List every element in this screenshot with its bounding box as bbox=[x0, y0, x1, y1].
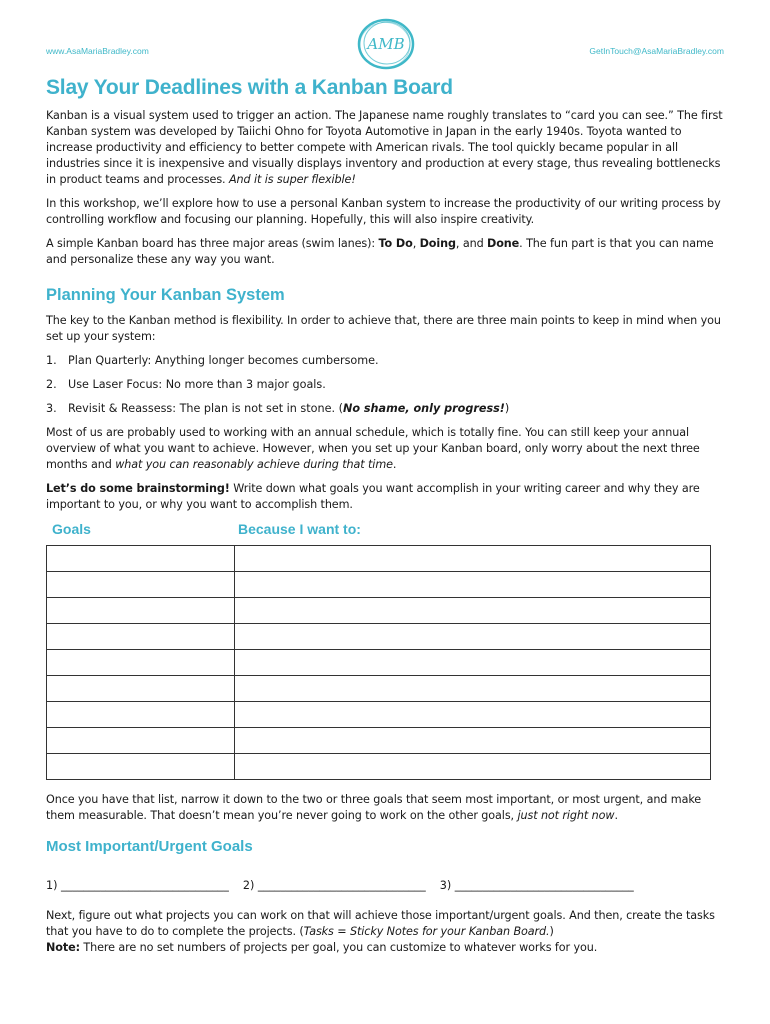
goal-cell[interactable] bbox=[47, 754, 235, 780]
urgent-goal-blanks bbox=[46, 879, 726, 892]
brainstorming-lead: Let’s do some brainstorming! bbox=[46, 482, 230, 495]
contact-email[interactable]: GetInTouch@AsaMariaBradley.com bbox=[589, 46, 724, 56]
planning-p2-end: . bbox=[392, 458, 397, 471]
urgent-goal-blank-1[interactable]: 1) ______________________________ bbox=[46, 879, 229, 892]
reason-cell[interactable] bbox=[235, 650, 711, 676]
page-title: Slay Your Deadlines with a Kanban Board bbox=[46, 76, 453, 99]
reason-cell[interactable] bbox=[235, 546, 711, 572]
intro-p3-text-a: A simple Kanban board has three major areas (swim lanes): bbox=[46, 237, 379, 250]
list-item bbox=[46, 401, 726, 417]
goals-table bbox=[46, 545, 711, 780]
goal-cell[interactable] bbox=[47, 598, 235, 624]
list-item-emphasis: No shame, only progress! bbox=[342, 402, 505, 415]
reason-cell[interactable] bbox=[235, 754, 711, 780]
list-item-number: 2. bbox=[46, 378, 57, 391]
list-item-text: Revisit & Reassess: The plan is not set in stone. ( bbox=[68, 402, 343, 415]
because-column-label: Because I want to: bbox=[238, 521, 361, 537]
goal-cell[interactable] bbox=[47, 624, 235, 650]
list-item-tail: ) bbox=[504, 402, 510, 415]
swimlane-done: Done bbox=[487, 237, 520, 250]
goal-cell[interactable] bbox=[47, 676, 235, 702]
goals-table-header bbox=[46, 521, 726, 537]
planning-p2-text: Most of us are probably used to working with an annual schedule, which is totally fine. You can still keep your annual overview of what you want to achieve. However, when you set up your Kanban board, only worry about the next three months and bbox=[46, 426, 700, 471]
narrow-down-paragraph bbox=[46, 792, 726, 824]
urgent-goal-blank-2[interactable]: 2) ______________________________ bbox=[242, 879, 426, 892]
list-item-number: 1. bbox=[46, 354, 57, 367]
amb-logo-icon bbox=[355, 16, 417, 72]
projects-end: ) bbox=[549, 925, 554, 938]
goal-cell[interactable] bbox=[47, 650, 235, 676]
intro-p1-emphasis: And it is super flexible! bbox=[228, 173, 356, 186]
planning-p2-emphasis: what you can reasonably achieve during that time bbox=[115, 458, 393, 471]
narrow-down-text: Once you have that list, narrow it down to the two or three goals that seem most important, or most urgent, and make them measurable. That doesn’t mean you’re never going to work on the other goals, bbox=[46, 793, 702, 822]
intro-paragraph-1 bbox=[46, 108, 726, 188]
intro-p3-sep-2: , and bbox=[455, 237, 488, 250]
logo-text: AMB bbox=[367, 35, 405, 53]
list-item bbox=[46, 377, 726, 393]
list-item-text: Plan Quarterly: Anything longer becomes cumbersome. bbox=[68, 354, 379, 367]
table-row bbox=[47, 624, 711, 650]
goal-cell[interactable] bbox=[47, 572, 235, 598]
reason-cell[interactable] bbox=[235, 572, 711, 598]
narrow-down-end: . bbox=[614, 809, 618, 822]
projects-emphasis: Tasks = Sticky Notes for your Kanban Board. bbox=[303, 925, 550, 938]
urgent-goal-blank-3[interactable]: 3) ________________________________ bbox=[439, 879, 634, 892]
table-row bbox=[47, 650, 711, 676]
table-row bbox=[47, 546, 711, 572]
table-row bbox=[47, 598, 711, 624]
urgent-goals-heading: Most Important/Urgent Goals bbox=[46, 838, 253, 855]
reason-cell[interactable] bbox=[235, 624, 711, 650]
list-item-number: 3. bbox=[46, 402, 57, 415]
swimlane-todo: To Do bbox=[378, 237, 413, 250]
intro-p1-text: Kanban is a visual system used to trigger an action. The Japanese name roughly translates to “card you can see.” The first Kanban system was developed by Taiichi Ohno for Toyota Automotive in Japan in the early 1940s. Toyota wanted to increase productivity and efficiency to better compete with American rivals. The tool quickly became popular in all industries since it is inexpensive and visually displays inventory and production at every stage, thus revealing bottlenecks in product teams and processes. bbox=[46, 109, 723, 186]
planning-p3-text: Write down what goals you want accomplish in your writing career and why they are important to you, or why you want to accomplish them. bbox=[46, 482, 700, 511]
planning-paragraph-3 bbox=[46, 481, 726, 513]
website-url[interactable]: www.AsaMariaBradley.com bbox=[46, 46, 149, 56]
note-label: Note: bbox=[46, 941, 80, 954]
reason-cell[interactable] bbox=[235, 676, 711, 702]
table-row bbox=[47, 572, 711, 598]
intro-p3-sep-1: , bbox=[412, 237, 420, 250]
goal-cell[interactable] bbox=[47, 702, 235, 728]
planning-paragraph-2 bbox=[46, 425, 726, 473]
table-row bbox=[47, 754, 711, 780]
table-row bbox=[47, 702, 711, 728]
goals-column-label: Goals bbox=[52, 521, 91, 537]
list-item bbox=[46, 353, 726, 369]
reason-cell[interactable] bbox=[235, 702, 711, 728]
intro-paragraph-3 bbox=[46, 236, 726, 268]
intro-paragraph-2: In this workshop, we’ll explore how to use a personal Kanban system to increase the productivity of our writing process by controlling workflow and focusing our planning. Hopefully, this will also inspire creativity. bbox=[46, 197, 721, 226]
table-row bbox=[47, 676, 711, 702]
list-item-text: Use Laser Focus: No more than 3 major goals. bbox=[68, 378, 326, 391]
reason-cell[interactable] bbox=[235, 598, 711, 624]
narrow-down-emphasis: just not right now bbox=[517, 809, 615, 822]
intro-p3-text-b: . The fun part is that you can name and personalize these any way you want. bbox=[46, 237, 714, 266]
note-text: There are no set numbers of projects per goal, you can customize to whatever works for you. bbox=[79, 941, 598, 954]
goal-cell[interactable] bbox=[47, 546, 235, 572]
planning-heading: Planning Your Kanban System bbox=[46, 286, 285, 304]
reason-cell[interactable] bbox=[235, 728, 711, 754]
document-body bbox=[46, 76, 726, 956]
planning-paragraph-1: The key to the Kanban method is flexibility. In order to achieve that, there are three main points to keep in mind when you set up your system: bbox=[46, 314, 721, 343]
projects-paragraph bbox=[46, 908, 726, 956]
swimlane-doing: Doing bbox=[419, 237, 456, 250]
table-row bbox=[47, 728, 711, 754]
projects-text: Next, figure out what projects you can work on that will achieve those important/urgent goals. And then, create the tasks that you have to do to complete the projects. ( bbox=[46, 909, 715, 938]
goal-cell[interactable] bbox=[47, 728, 235, 754]
